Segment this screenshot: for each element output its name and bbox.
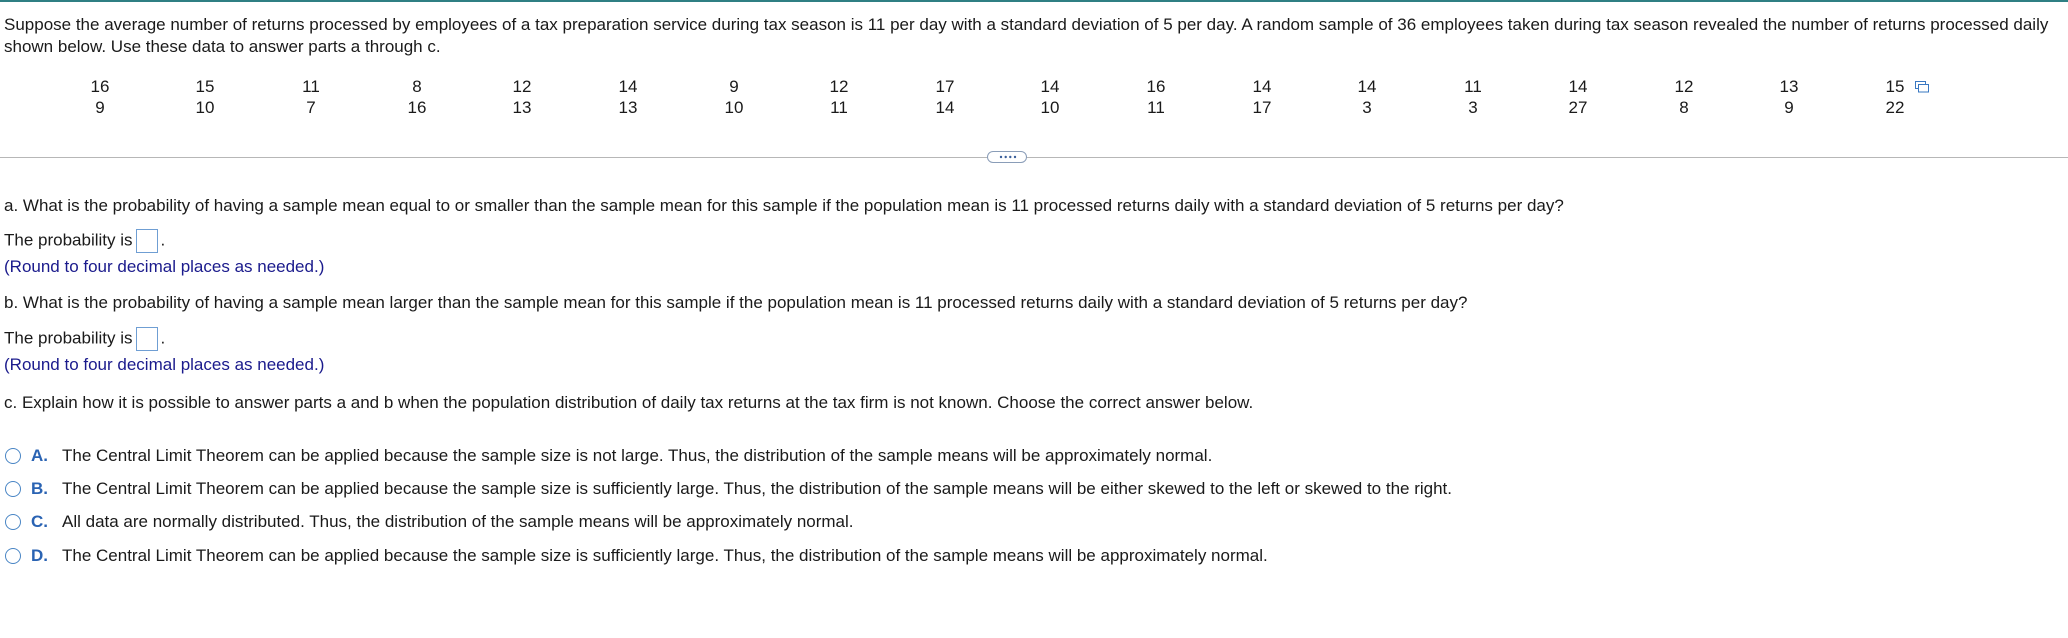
data-value: 27 [1568,98,1588,117]
rounding-hint-b: (Round to four decimal places as needed.) [4,355,325,374]
expand-more-button[interactable] [987,151,1027,163]
data-value: 13 [1779,77,1799,96]
data-value: 10 [195,98,215,117]
data-column [281,76,341,118]
copy-data-icon[interactable] [1915,80,1929,92]
option-letter: C. [31,512,48,531]
answer-input-b[interactable] [136,327,158,351]
data-value: 14 [1252,77,1272,96]
data-value: 8 [1679,98,1689,117]
question-a: a. What is the probability of having a sample mean equal to or smaller than the sample mean for this sample if the population mean is 11 processed returns daily with a standard deviation of 5 returns per day? [4,196,1564,215]
answer-suffix: . [160,230,166,250]
data-value: 17 [935,77,955,96]
data-value: 14 [935,98,955,117]
data-column [915,76,975,118]
data-value: 12 [512,77,532,96]
data-value: 12 [829,77,849,96]
rounding-hint-a: (Round to four decimal places as needed.) [4,257,325,276]
answer-prefix: The probability is [4,230,133,250]
data-table [0,76,2068,120]
data-column [809,76,869,118]
data-value: 11 [302,77,320,96]
option-letter: A. [31,446,48,465]
data-column [1232,76,1292,118]
data-value: 10 [1040,98,1060,117]
data-value: 16 [1146,77,1166,96]
data-value: 8 [412,77,422,96]
data-value: 7 [306,98,316,117]
data-value: 14 [1357,77,1377,96]
data-value: 13 [512,98,532,117]
data-value: 9 [1784,98,1794,117]
data-column [1654,76,1714,118]
answer-line-a [4,229,165,253]
data-value: 13 [618,98,638,117]
data-column [598,76,658,118]
data-value: 9 [729,77,739,96]
option-text: The Central Limit Theorem can be applied because the sample size is sufficiently large. Thus, the distribution of the sample means will be approximately normal. [62,546,1268,565]
answer-line-b [4,327,165,351]
top-accent-line [0,0,2068,2]
data-column [1759,76,1819,118]
option-text: The Central Limit Theorem can be applied because the sample size is sufficiently large. Thus, the distribution of the sample means will be either skewed to the left or skewed to the right. [62,479,1453,498]
data-value: 11 [830,98,848,117]
option-text: All data are normally distributed. Thus, the distribution of the sample means will be approximately normal. [62,512,854,531]
question-c: c. Explain how it is possible to answer parts a and b when the population distribution of daily tax returns at the tax firm is not known. Choose the correct answer below. [4,393,1254,412]
data-value: 11 [1464,77,1482,96]
data-column [387,76,447,118]
question-b: b. What is the probability of having a sample mean larger than the sample mean for this sample if the population mean is 11 processed returns daily with a standard deviation of 5 returns per day? [4,293,1468,312]
answer-prefix: The probability is [4,328,133,348]
answer-input-a[interactable] [136,229,158,253]
data-column [704,76,764,118]
radio-button[interactable] [5,448,21,464]
section-divider [0,157,2068,158]
data-column [70,76,130,118]
data-value: 16 [407,98,427,117]
option-letter: B. [31,479,48,498]
data-column [1337,76,1397,118]
answer-suffix: . [160,328,166,348]
data-column [1126,76,1186,118]
problem-intro: Suppose the average number of returns processed by employees of a tax preparation service during tax season is 11 per day with a standard deviation of 5 per day. A random sample of 36 employees taken during tax season revealed the number of returns processed daily shown below. Use these data to answer parts a through c. [4,15,2049,56]
data-value: 10 [724,98,744,117]
data-value: 15 [195,77,215,96]
more-dots-icon [999,155,1017,159]
data-value: 16 [90,77,110,96]
data-column [175,76,235,118]
option-text: The Central Limit Theorem can be applied because the sample size is not large. Thus, the distribution of the sample means will be approximately normal. [62,446,1213,465]
data-value: 3 [1468,98,1478,117]
data-column [492,76,552,118]
data-value: 14 [618,77,638,96]
data-value: 9 [95,98,105,117]
data-value: 22 [1885,98,1905,117]
option-letter: D. [31,546,48,565]
data-value: 11 [1147,98,1165,117]
data-value: 12 [1674,77,1694,96]
data-column [1020,76,1080,118]
data-column [1548,76,1608,118]
radio-button[interactable] [5,481,21,497]
data-value: 15 [1885,77,1905,96]
radio-button[interactable] [5,548,21,564]
radio-button[interactable] [5,514,21,530]
data-column [1443,76,1503,118]
data-value: 14 [1568,77,1588,96]
data-value: 17 [1252,98,1272,117]
data-value: 14 [1040,77,1060,96]
data-value: 3 [1362,98,1372,117]
